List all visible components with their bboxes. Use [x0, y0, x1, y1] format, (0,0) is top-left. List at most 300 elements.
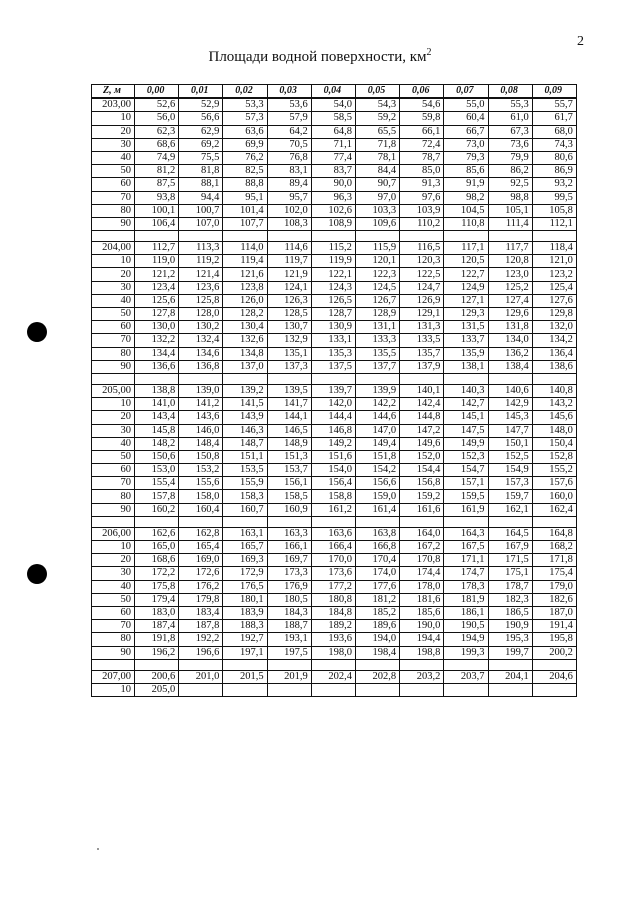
empty-cell	[532, 231, 576, 242]
area-cell: 190,5	[444, 620, 488, 633]
area-cell: 170,8	[400, 554, 444, 567]
area-cell: 148,9	[267, 437, 311, 450]
area-cell: 61,0	[488, 112, 532, 125]
area-cell: 189,2	[311, 620, 355, 633]
area-cell: 75,5	[179, 151, 223, 164]
area-cell: 175,4	[532, 567, 576, 580]
area-cell: 153,7	[267, 464, 311, 477]
area-cell: 91,3	[400, 178, 444, 191]
area-cell: 200,2	[532, 646, 576, 659]
level-cell: 207,00	[92, 670, 135, 683]
table-row	[92, 178, 577, 191]
area-cell: 124,1	[267, 281, 311, 294]
area-cell: 176,5	[223, 580, 267, 593]
area-cell: 102,0	[267, 204, 311, 217]
water-area-table	[91, 84, 577, 697]
area-cell: 154,7	[444, 464, 488, 477]
empty-cell	[400, 231, 444, 242]
level-cell: 206,00	[92, 527, 135, 540]
table-row	[92, 633, 577, 646]
area-cell: 195,3	[488, 633, 532, 646]
area-cell: 95,7	[267, 191, 311, 204]
area-cell: 162,6	[135, 527, 179, 540]
area-cell: 115,2	[311, 242, 355, 255]
area-cell: 164,5	[488, 527, 532, 540]
header-level-z: Z, м	[92, 85, 135, 99]
area-cell: 186,5	[488, 606, 532, 619]
area-cell: 54,0	[311, 98, 355, 112]
table-row	[92, 308, 577, 321]
area-cell: 137,7	[355, 360, 399, 373]
area-cell: 129,8	[532, 308, 576, 321]
area-cell	[223, 683, 267, 696]
area-cell: 136,2	[488, 347, 532, 360]
area-cell: 126,0	[223, 294, 267, 307]
empty-cell	[135, 659, 179, 670]
area-cell: 151,1	[223, 450, 267, 463]
area-cell: 118,4	[532, 242, 576, 255]
area-cell: 134,2	[532, 334, 576, 347]
area-cell: 158,3	[223, 490, 267, 503]
empty-cell	[532, 659, 576, 670]
empty-cell	[400, 373, 444, 384]
table-row	[92, 281, 577, 294]
area-cell: 141,7	[267, 398, 311, 411]
area-cell	[311, 683, 355, 696]
area-cell: 154,2	[355, 464, 399, 477]
table-row	[92, 527, 577, 540]
area-cell: 199,7	[488, 646, 532, 659]
area-cell: 119,4	[223, 255, 267, 268]
area-cell: 124,9	[444, 281, 488, 294]
area-cell: 142,4	[400, 398, 444, 411]
area-cell: 176,2	[179, 580, 223, 593]
area-cell: 128,5	[267, 308, 311, 321]
area-cell: 137,3	[267, 360, 311, 373]
area-cell: 153,2	[179, 464, 223, 477]
area-cell: 123,8	[223, 281, 267, 294]
area-cell	[400, 683, 444, 696]
table-row	[92, 217, 577, 230]
area-cell: 54,3	[355, 98, 399, 112]
area-cell: 122,1	[311, 268, 355, 281]
area-cell: 162,1	[488, 503, 532, 516]
area-cell: 201,5	[223, 670, 267, 683]
page-number: 2	[577, 34, 584, 49]
level-cell: 205,00	[92, 384, 135, 397]
area-cell: 132,6	[223, 334, 267, 347]
area-cell: 69,9	[223, 138, 267, 151]
area-cell: 141,0	[135, 398, 179, 411]
empty-cell	[444, 516, 488, 527]
table-row	[92, 321, 577, 334]
area-cell: 125,4	[532, 281, 576, 294]
table-row	[92, 347, 577, 360]
header-offset-2: 0,01	[179, 85, 223, 99]
area-cell: 123,4	[135, 281, 179, 294]
area-cell: 157,3	[488, 477, 532, 490]
level-cell: 20	[92, 411, 135, 424]
area-cell: 130,0	[135, 321, 179, 334]
empty-cell	[488, 373, 532, 384]
area-cell: 179,8	[179, 593, 223, 606]
empty-cell	[311, 659, 355, 670]
area-cell: 196,6	[179, 646, 223, 659]
area-cell: 135,3	[311, 347, 355, 360]
area-cell: 102,6	[311, 204, 355, 217]
area-cell: 167,5	[444, 541, 488, 554]
empty-cell	[135, 516, 179, 527]
area-cell: 112,1	[532, 217, 576, 230]
block-separator-row	[92, 231, 577, 242]
area-cell: 163,3	[267, 527, 311, 540]
area-cell: 114,6	[267, 242, 311, 255]
area-cell: 146,3	[223, 424, 267, 437]
table-header	[92, 85, 577, 99]
area-cell: 155,9	[223, 477, 267, 490]
area-cell: 93,8	[135, 191, 179, 204]
area-cell: 74,3	[532, 138, 576, 151]
area-cell: 127,6	[532, 294, 576, 307]
level-cell: 90	[92, 646, 135, 659]
empty-cell	[488, 231, 532, 242]
area-cell: 123,2	[532, 268, 576, 281]
area-cell: 155,2	[532, 464, 576, 477]
area-cell: 66,7	[444, 125, 488, 138]
area-cell: 180,8	[311, 593, 355, 606]
area-cell: 142,9	[488, 398, 532, 411]
area-cell: 146,0	[179, 424, 223, 437]
area-cell: 121,0	[532, 255, 576, 268]
area-cell: 85,6	[444, 165, 488, 178]
area-cell: 145,1	[444, 411, 488, 424]
area-cell: 138,6	[532, 360, 576, 373]
area-cell: 135,1	[267, 347, 311, 360]
area-cell: 161,6	[400, 503, 444, 516]
area-cell: 160,9	[267, 503, 311, 516]
area-cell: 130,7	[267, 321, 311, 334]
area-cell: 139,7	[311, 384, 355, 397]
area-cell: 138,1	[444, 360, 488, 373]
level-cell: 30	[92, 281, 135, 294]
level-cell: 20	[92, 554, 135, 567]
table-row	[92, 683, 577, 696]
area-cell: 199,3	[444, 646, 488, 659]
area-cell: 138,8	[135, 384, 179, 397]
area-cell: 119,9	[311, 255, 355, 268]
area-cell: 117,7	[488, 242, 532, 255]
empty-cell	[223, 231, 267, 242]
area-cell: 163,1	[223, 527, 267, 540]
table-row	[92, 580, 577, 593]
area-cell: 135,7	[400, 347, 444, 360]
level-cell: 70	[92, 477, 135, 490]
area-cell: 140,1	[400, 384, 444, 397]
table-row	[92, 646, 577, 659]
area-cell: 168,6	[135, 554, 179, 567]
level-cell: 204,00	[92, 242, 135, 255]
area-cell: 203,7	[444, 670, 488, 683]
area-cell: 129,1	[400, 308, 444, 321]
area-cell: 135,5	[355, 347, 399, 360]
block-separator-row	[92, 373, 577, 384]
empty-cell	[179, 231, 223, 242]
area-cell: 148,7	[223, 437, 267, 450]
area-cell: 156,8	[400, 477, 444, 490]
area-cell: 145,3	[488, 411, 532, 424]
area-cell: 73,6	[488, 138, 532, 151]
area-cell: 165,0	[135, 541, 179, 554]
area-cell	[532, 683, 576, 696]
area-cell: 202,4	[311, 670, 355, 683]
table-row	[92, 567, 577, 580]
table-row	[92, 334, 577, 347]
area-cell: 152,8	[532, 450, 576, 463]
area-cell: 194,4	[400, 633, 444, 646]
level-cell: 40	[92, 437, 135, 450]
area-cell: 146,5	[267, 424, 311, 437]
area-cell: 120,8	[488, 255, 532, 268]
area-cell: 123,0	[488, 268, 532, 281]
area-cell: 136,4	[532, 347, 576, 360]
level-cell: 80	[92, 633, 135, 646]
level-cell: 50	[92, 165, 135, 178]
area-cell: 62,3	[135, 125, 179, 138]
area-cell: 186,1	[444, 606, 488, 619]
level-cell: 70	[92, 620, 135, 633]
area-cell: 175,1	[488, 567, 532, 580]
area-cell: 119,0	[135, 255, 179, 268]
area-cell: 201,0	[179, 670, 223, 683]
area-cell: 103,3	[355, 204, 399, 217]
area-cell: 74,9	[135, 151, 179, 164]
area-cell: 148,0	[532, 424, 576, 437]
area-cell: 55,3	[488, 98, 532, 112]
area-cell: 116,5	[400, 242, 444, 255]
area-cell: 166,4	[311, 541, 355, 554]
area-cell: 133,7	[444, 334, 488, 347]
area-cell: 135,9	[444, 347, 488, 360]
level-cell: 40	[92, 294, 135, 307]
area-cell: 93,2	[532, 178, 576, 191]
area-cell: 194,0	[355, 633, 399, 646]
area-cell: 132,4	[179, 334, 223, 347]
area-cell	[488, 683, 532, 696]
level-cell: 70	[92, 334, 135, 347]
area-cell: 81,8	[179, 165, 223, 178]
area-cell: 202,8	[355, 670, 399, 683]
level-cell: 70	[92, 191, 135, 204]
area-cell: 97,6	[400, 191, 444, 204]
level-cell: 90	[92, 360, 135, 373]
area-cell: 70,5	[267, 138, 311, 151]
area-cell: 140,6	[488, 384, 532, 397]
table-row	[92, 541, 577, 554]
table-row	[92, 593, 577, 606]
empty-cell	[267, 659, 311, 670]
area-cell: 56,0	[135, 112, 179, 125]
area-cell: 144,8	[400, 411, 444, 424]
area-cell: 121,2	[135, 268, 179, 281]
empty-cell	[311, 231, 355, 242]
area-cell: 122,3	[355, 268, 399, 281]
area-cell: 188,3	[223, 620, 267, 633]
area-cell: 62,9	[179, 125, 223, 138]
area-cell: 178,7	[488, 580, 532, 593]
area-cell: 59,8	[400, 112, 444, 125]
area-cell: 61,7	[532, 112, 576, 125]
area-cell: 121,9	[267, 268, 311, 281]
empty-cell	[135, 373, 179, 384]
area-cell: 55,7	[532, 98, 576, 112]
area-cell: 96,3	[311, 191, 355, 204]
area-cell: 122,7	[444, 268, 488, 281]
area-cell: 53,3	[223, 98, 267, 112]
area-cell: 173,6	[311, 567, 355, 580]
header-offset-8: 0,07	[444, 85, 488, 99]
area-cell: 154,0	[311, 464, 355, 477]
table-row	[92, 138, 577, 151]
level-cell: 60	[92, 178, 135, 191]
area-cell: 72,4	[400, 138, 444, 151]
area-cell: 189,6	[355, 620, 399, 633]
area-cell: 172,6	[179, 567, 223, 580]
title-superscript: 2	[426, 47, 432, 58]
empty-cell	[355, 231, 399, 242]
level-cell: 10	[92, 112, 135, 125]
area-cell: 145,6	[532, 411, 576, 424]
empty-cell	[223, 373, 267, 384]
area-cell: 193,1	[267, 633, 311, 646]
area-cell: 80,6	[532, 151, 576, 164]
area-cell: 106,4	[135, 217, 179, 230]
area-cell: 162,4	[532, 503, 576, 516]
area-cell: 157,6	[532, 477, 576, 490]
area-cell: 126,7	[355, 294, 399, 307]
area-cell: 143,9	[223, 411, 267, 424]
area-cell: 84,4	[355, 165, 399, 178]
area-cell: 181,9	[444, 593, 488, 606]
area-cell: 125,6	[135, 294, 179, 307]
level-cell: 60	[92, 464, 135, 477]
area-cell: 57,9	[267, 112, 311, 125]
empty-cell	[92, 516, 135, 527]
area-cell: 159,7	[488, 490, 532, 503]
level-cell: 40	[92, 151, 135, 164]
level-cell: 10	[92, 683, 135, 696]
header-offset-5: 0,04	[311, 85, 355, 99]
table-row	[92, 242, 577, 255]
empty-cell	[444, 659, 488, 670]
area-cell: 134,0	[488, 334, 532, 347]
area-cell: 140,3	[444, 384, 488, 397]
area-cell: 198,0	[311, 646, 355, 659]
level-cell: 80	[92, 347, 135, 360]
area-cell: 69,2	[179, 138, 223, 151]
area-cell: 122,5	[400, 268, 444, 281]
empty-cell	[400, 659, 444, 670]
empty-cell	[92, 659, 135, 670]
area-cell: 83,7	[311, 165, 355, 178]
area-cell: 131,8	[488, 321, 532, 334]
area-cell: 95,1	[223, 191, 267, 204]
block-separator-row	[92, 659, 577, 670]
area-cell: 134,8	[223, 347, 267, 360]
area-cell: 128,7	[311, 308, 355, 321]
area-cell	[444, 683, 488, 696]
area-cell: 164,8	[532, 527, 576, 540]
area-cell: 100,7	[179, 204, 223, 217]
area-cell: 158,5	[267, 490, 311, 503]
area-cell: 204,6	[532, 670, 576, 683]
table-row	[92, 398, 577, 411]
level-cell: 10	[92, 398, 135, 411]
area-cell: 139,9	[355, 384, 399, 397]
area-cell: 81,2	[135, 165, 179, 178]
area-cell: 170,0	[311, 554, 355, 567]
table-body	[92, 98, 577, 696]
empty-cell	[444, 231, 488, 242]
area-cell: 166,1	[267, 541, 311, 554]
area-cell: 171,1	[444, 554, 488, 567]
area-cell: 66,1	[400, 125, 444, 138]
header-row	[92, 85, 577, 99]
area-cell: 117,1	[444, 242, 488, 255]
area-cell: 124,5	[355, 281, 399, 294]
area-cell: 115,9	[355, 242, 399, 255]
area-cell: 144,6	[355, 411, 399, 424]
area-cell: 167,2	[400, 541, 444, 554]
area-cell: 73,0	[444, 138, 488, 151]
level-cell: 90	[92, 217, 135, 230]
area-cell: 157,1	[444, 477, 488, 490]
level-cell: 60	[92, 321, 135, 334]
area-cell: 149,2	[311, 437, 355, 450]
table-row	[92, 268, 577, 281]
table-row	[92, 98, 577, 112]
level-cell: 50	[92, 450, 135, 463]
area-cell: 171,8	[532, 554, 576, 567]
level-cell: 80	[92, 204, 135, 217]
area-cell	[267, 683, 311, 696]
area-cell: 56,6	[179, 112, 223, 125]
area-cell: 198,8	[400, 646, 444, 659]
area-cell: 141,2	[179, 398, 223, 411]
area-cell: 99,5	[532, 191, 576, 204]
area-cell: 129,3	[444, 308, 488, 321]
area-cell: 64,8	[311, 125, 355, 138]
area-cell: 57,3	[223, 112, 267, 125]
empty-cell	[444, 373, 488, 384]
area-cell: 180,1	[223, 593, 267, 606]
area-cell: 181,2	[355, 593, 399, 606]
area-cell: 195,8	[532, 633, 576, 646]
table-row	[92, 204, 577, 217]
area-cell: 77,4	[311, 151, 355, 164]
area-cell: 183,9	[223, 606, 267, 619]
area-cell: 155,4	[135, 477, 179, 490]
area-cell: 177,2	[311, 580, 355, 593]
area-cell: 132,2	[135, 334, 179, 347]
empty-cell	[267, 373, 311, 384]
table-row	[92, 503, 577, 516]
level-cell: 20	[92, 268, 135, 281]
area-cell: 119,2	[179, 255, 223, 268]
area-cell: 161,2	[311, 503, 355, 516]
table-row	[92, 620, 577, 633]
area-cell: 82,5	[223, 165, 267, 178]
area-cell: 121,6	[223, 268, 267, 281]
